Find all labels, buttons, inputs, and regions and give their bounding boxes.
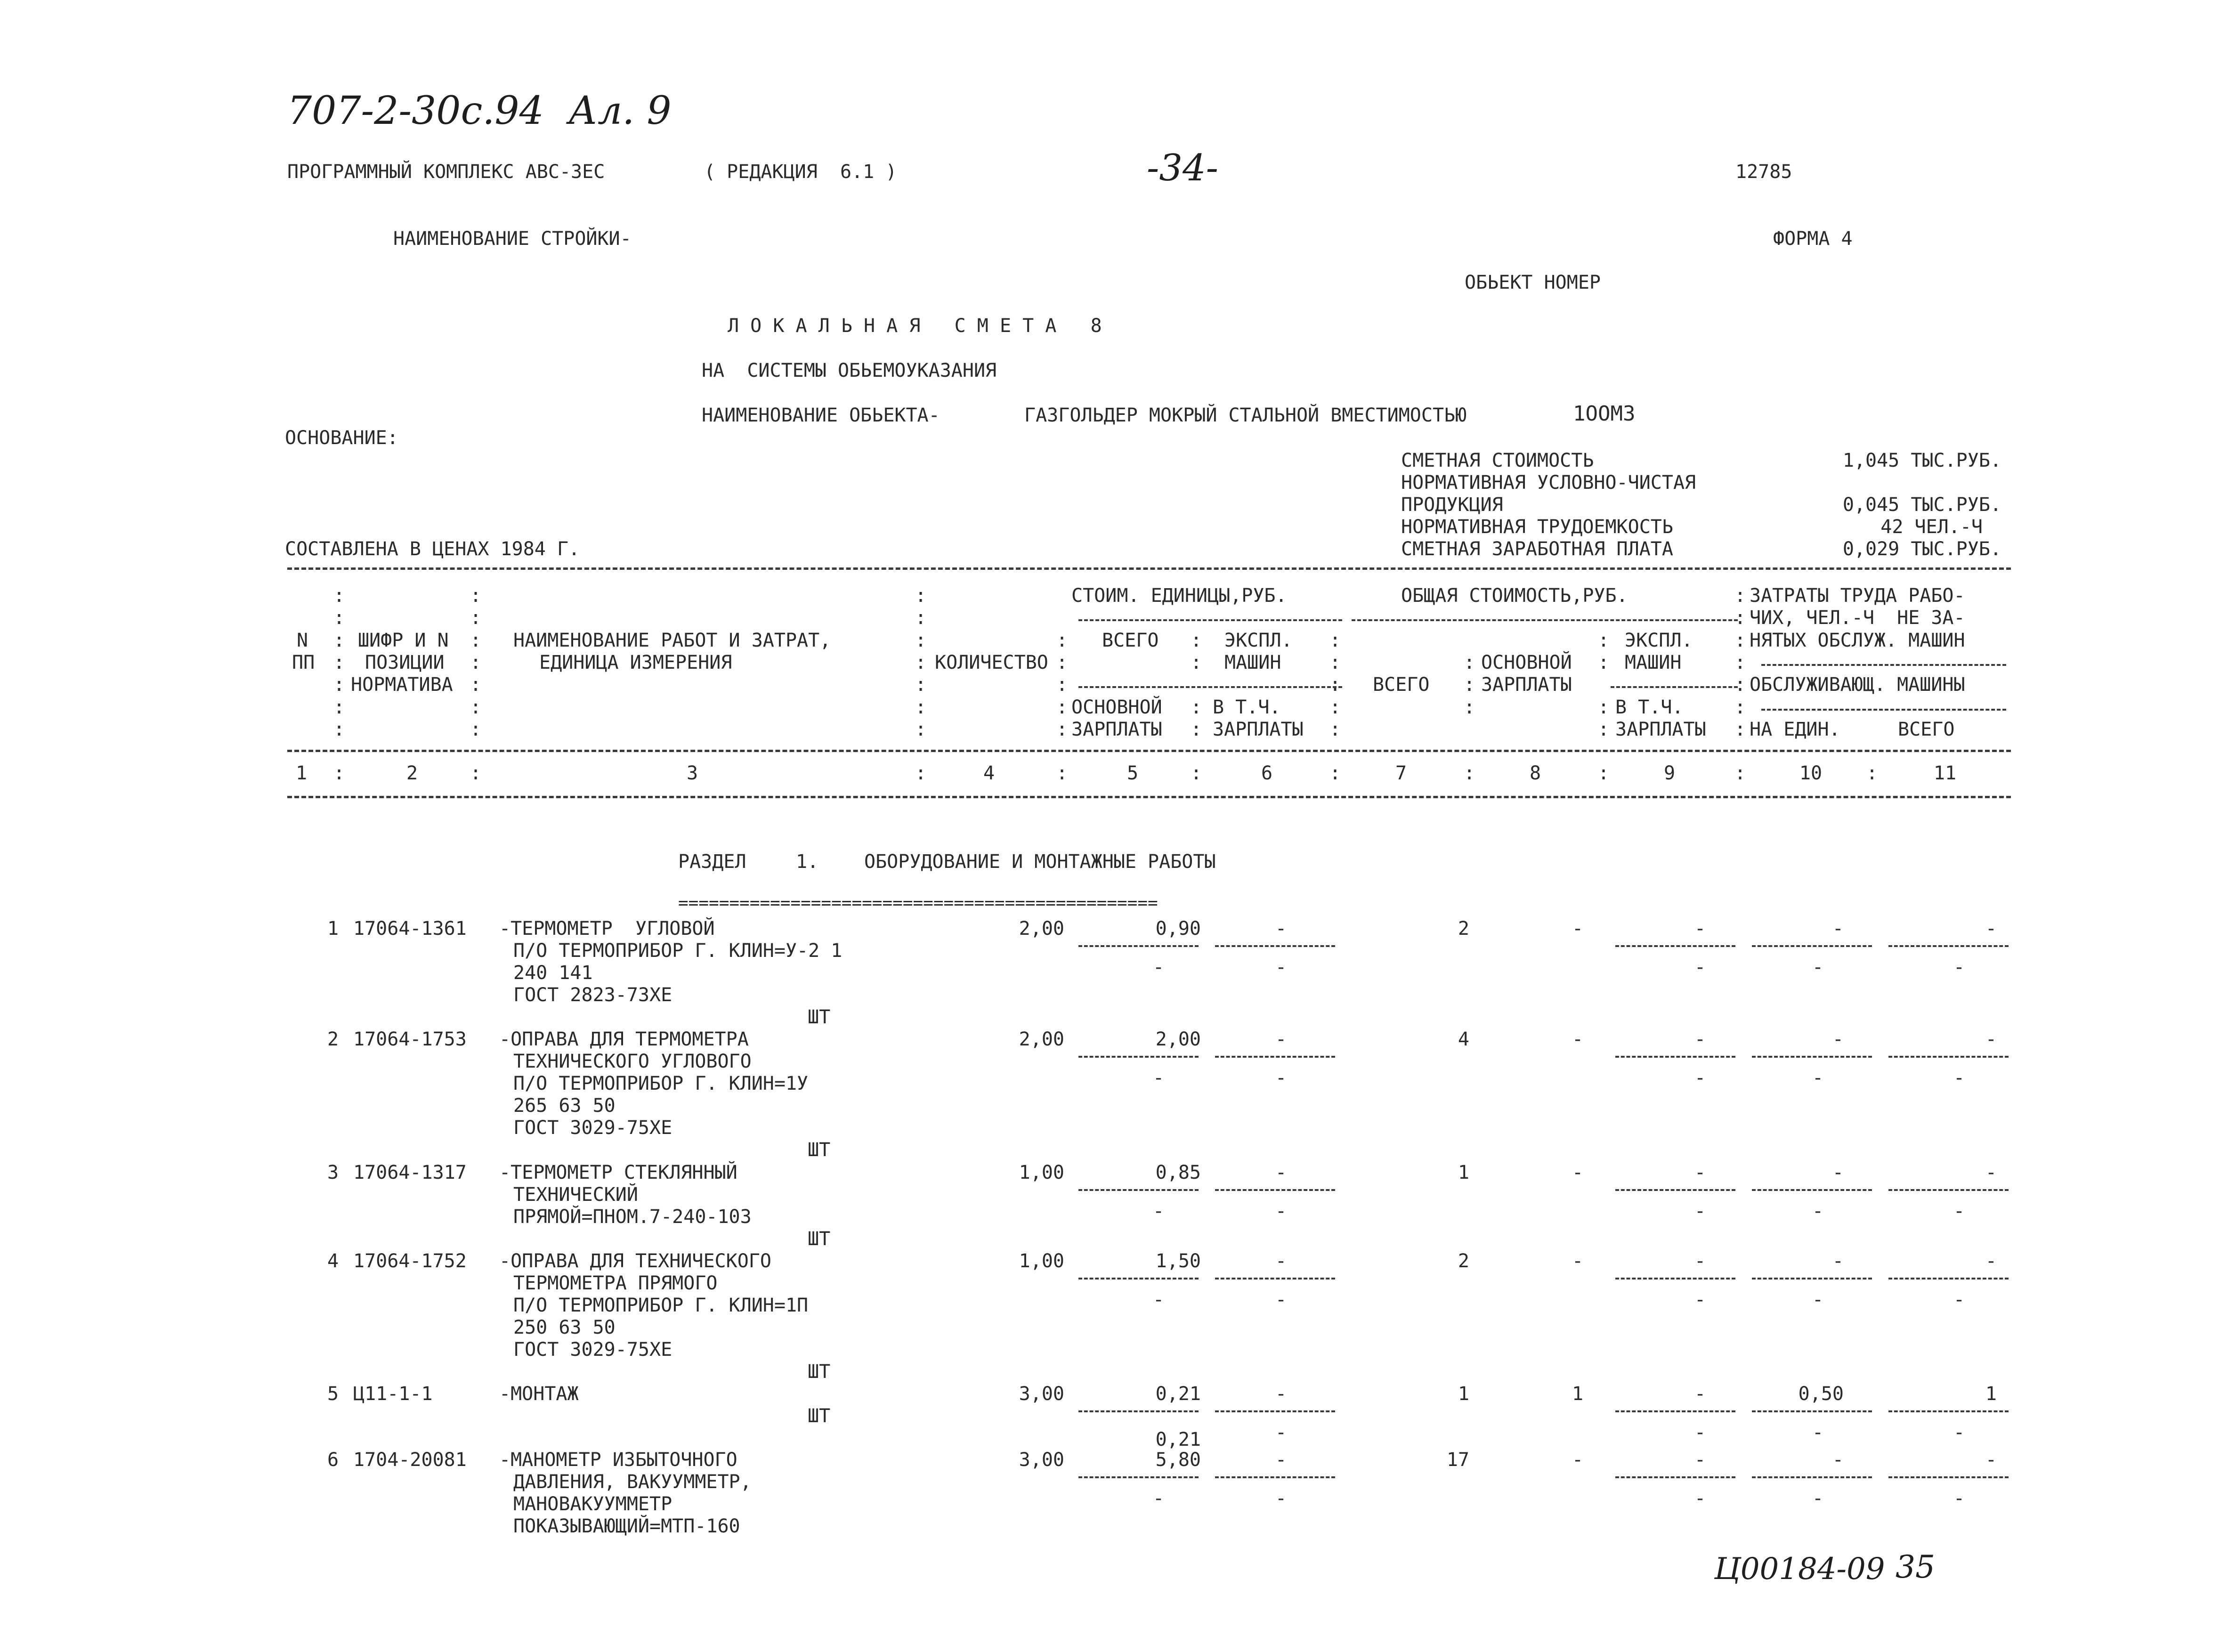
row-description-line: МАНОВАКУУММЕТР [513, 1493, 672, 1515]
colon-separator: : [915, 696, 927, 718]
row-unit-base-wage: - [1152, 956, 1165, 978]
row-description-line: ДАВЛЕНИЯ, ВАКУУММЕТР, [513, 1471, 752, 1493]
summary-value-1: 1,045 ТЫС.РУБ. [1842, 450, 2001, 471]
summary-value-3: 0,045 ТЫС.РУБ. [1842, 494, 2001, 516]
row-code: 17064-1752 [353, 1250, 467, 1272]
row-number: 3 [327, 1162, 339, 1183]
row-unit-price: 0,85 [1155, 1162, 1201, 1183]
program-name: ПРОГРАММНЫЙ КОМПЛЕКС АВС-ЗЕС [287, 161, 605, 183]
row-labor-unit-2: - [1812, 1289, 1824, 1311]
colon-separator: : [333, 585, 345, 607]
row-description-line: ГОСТ 2823-73ХЕ [513, 984, 672, 1006]
row-underline [1888, 1410, 2009, 1412]
colon-separator: : [915, 630, 927, 651]
header-unit-cost: СТОИМ. ЕДИНИЦЫ,РУБ. [1071, 585, 1287, 607]
row-description-line: -ТЕРМОМЕТР СТЕКЛЯННЫЙ [499, 1162, 737, 1183]
row-description-line: ГОСТ 3029-75ХЕ [513, 1117, 672, 1139]
colon-separator: : [333, 652, 345, 673]
row-incl-wage: - [1694, 1488, 1706, 1509]
colon-separator: : [333, 674, 345, 696]
row-underline [1615, 1189, 1735, 1191]
estimate-title: Л О К А Л Ь Н А Я С М Е Т А 8 [728, 315, 1102, 337]
row-description-line: 265 63 50 [513, 1095, 616, 1117]
archive-stamp: Ц00184-09 [1714, 1552, 1885, 1587]
row-unit-exploitation: - [1275, 918, 1287, 939]
row-unit: ШТ [808, 1405, 831, 1427]
row-unit: ШТ [808, 1139, 831, 1161]
row-underline [1215, 1476, 1335, 1478]
construction-label: НАИМЕНОВАНИЕ СТРОЙКИ- [393, 228, 632, 250]
header-total-incl-2: ЗАРПЛАТЫ [1615, 719, 1706, 740]
row-total-exploitation: - [1694, 918, 1706, 939]
header-rule-unit-mid [1078, 686, 1342, 688]
document-code: 707-2-30с.94 Ал. 9 [287, 89, 672, 133]
row-labor-per-unit: - [1832, 1449, 1844, 1471]
column-number: 5 [1126, 762, 1139, 784]
row-labor-per-unit: - [1832, 918, 1844, 939]
colon-separator: : [1190, 630, 1202, 651]
row-labor-total-2: - [1953, 956, 1965, 978]
colon-separator: : [1056, 762, 1068, 784]
row-underline [1078, 1476, 1199, 1478]
row-labor-total: - [1985, 918, 1997, 939]
row-unit-price: 2,00 [1155, 1028, 1201, 1050]
row-unit-base-wage: - [1152, 1488, 1165, 1509]
header-total-all: ВСЕГО [1373, 674, 1430, 696]
colon-separator: : [1056, 652, 1068, 673]
row-total: 2 [1458, 918, 1469, 939]
header-labor-3: НЯТЫХ ОБСЛУЖ. МАШИН [1750, 630, 1965, 651]
colon-separator: : [915, 607, 927, 629]
header-unit-incl-1: В Т.Ч. [1213, 696, 1281, 718]
colon-separator: : [1597, 652, 1610, 673]
row-quantity: 2,00 [1019, 1028, 1064, 1050]
colon-separator: : [915, 719, 927, 740]
row-labor-total-2: - [1953, 1289, 1965, 1311]
estimate-subtitle: НА СИСТЕМЫ ОБЬЕМОУКАЗАНИЯ [702, 360, 997, 381]
row-unit: ШТ [808, 1006, 831, 1028]
object-number-label: ОБЬЕКТ НОМЕР [1465, 272, 1601, 293]
row-labor-unit-2: - [1812, 1488, 1824, 1509]
header-total-cost: ОБЩАЯ СТОИМОСТЬ,РУБ. [1401, 585, 1628, 607]
colon-separator: : [915, 585, 927, 607]
row-description-line: ПОКАЗЫВАЮЩИЙ=МТП-160 [513, 1515, 740, 1537]
row-underline [1215, 1278, 1335, 1279]
row-underline [1215, 1410, 1335, 1412]
colon-separator: : [1190, 719, 1202, 740]
row-base-wage: - [1572, 1250, 1584, 1272]
colon-separator: : [333, 762, 345, 784]
row-labor-total-2: - [1953, 1200, 1965, 1222]
colon-separator: : [1463, 652, 1475, 673]
colon-separator: : [915, 762, 927, 784]
row-labor-total-2: - [1953, 1422, 1965, 1443]
row-base-wage: - [1572, 1028, 1584, 1050]
colon-separator: : [333, 630, 345, 651]
row-description-line: 240 141 [513, 962, 593, 984]
row-description-line: ПРЯМОЙ=ПНОМ.7-240-103 [513, 1206, 752, 1228]
colon-separator: : [333, 719, 345, 740]
row-total: 1 [1458, 1383, 1469, 1405]
row-underline [1752, 1278, 1872, 1279]
object-name-label: НАИМЕНОВАНИЕ ОБЬЕКТА- [702, 405, 940, 426]
colon-separator: : [1463, 762, 1475, 784]
row-quantity: 1,00 [1019, 1250, 1064, 1272]
colon-separator: : [1597, 762, 1610, 784]
row-base-wage: 1 [1572, 1383, 1584, 1405]
column-number: 10 [1799, 762, 1823, 784]
row-base-wage: - [1572, 918, 1584, 939]
row-number: 4 [327, 1250, 339, 1272]
row-unit-exploitation: - [1275, 1250, 1287, 1272]
colon-separator: : [1597, 630, 1610, 651]
row-unit-base-wage: - [1152, 1067, 1165, 1089]
column-number: 3 [686, 762, 698, 784]
row-underline [1078, 1056, 1199, 1058]
section-number: 1. [796, 851, 819, 873]
row-quantity: 1,00 [1019, 1162, 1064, 1183]
row-underline [1615, 945, 1735, 947]
program-edition: ( РЕДАКЦИЯ 6.1 ) [704, 161, 897, 183]
row-base-wage: - [1572, 1162, 1584, 1183]
row-unit-incl-wage: - [1275, 1200, 1287, 1222]
row-description-line: -ОПРАВА ДЛЯ ТЕРМОМЕТРА [499, 1028, 749, 1050]
colon-separator: : [1866, 762, 1878, 784]
colon-separator: : [1734, 607, 1746, 629]
section-underline: =============================================== [678, 893, 1158, 913]
row-description-line: ГОСТ 3029-75ХЕ [513, 1339, 672, 1360]
row-labor-total: - [1985, 1162, 1997, 1183]
header-name-1: НАИМЕНОВАНИЕ РАБОТ И ЗАТРАТ, [513, 630, 831, 651]
column-number: 8 [1529, 762, 1541, 784]
colon-separator: : [1329, 652, 1341, 673]
row-unit-incl-wage: - [1275, 1422, 1287, 1443]
header-total-exp-1: ЭКСПЛ. [1625, 630, 1693, 651]
summary-label-3: ПРОДУКЦИЯ [1401, 494, 1503, 516]
row-description-line: ТЕРМОМЕТРА ПРЯМОГО [513, 1272, 718, 1294]
row-labor-total: 1 [1985, 1383, 1997, 1405]
colon-separator: : [470, 607, 482, 629]
row-number: 6 [327, 1449, 339, 1471]
header-unit-incl-2: ЗАРПЛАТЫ [1213, 719, 1304, 740]
colon-separator: : [470, 585, 482, 607]
sheet-number: 35 [1896, 1549, 1935, 1585]
colon-separator: : [1056, 719, 1068, 740]
summary-value-5: 0,029 ТЫС.РУБ. [1842, 538, 2001, 560]
row-underline [1888, 1056, 2009, 1058]
header-rule-top [287, 567, 2011, 570]
colon-separator: : [1056, 696, 1068, 718]
row-underline [1752, 945, 1872, 947]
column-number: 1 [295, 762, 308, 784]
header-labor-1: ЗАТРАТЫ ТРУДА РАБО- [1750, 585, 1965, 607]
row-labor-total: - [1985, 1250, 1997, 1272]
row-underline [1752, 1476, 1872, 1478]
row-underline [1888, 1476, 2009, 1478]
row-code: Ц11-1-1 [353, 1383, 433, 1405]
colon-separator: : [1190, 762, 1202, 784]
section-label: РАЗДЕЛ [678, 851, 746, 873]
colon-separator: : [1056, 674, 1068, 696]
row-unit-price: 1,50 [1155, 1250, 1201, 1272]
colon-separator: : [1734, 652, 1746, 673]
colon-separator: : [470, 674, 482, 696]
colon-separator: : [470, 719, 482, 740]
colon-separator: : [915, 652, 927, 673]
colon-separator: : [1329, 719, 1341, 740]
summary-label-1: СМЕТНАЯ СТОИМОСТЬ [1401, 450, 1594, 471]
row-description-line: -МОНТАЖ [499, 1383, 579, 1405]
row-underline [1078, 1278, 1199, 1279]
row-incl-wage: - [1694, 956, 1706, 978]
section-title: ОБОРУДОВАНИЕ И МОНТАЖНЫЕ РАБОТЫ [864, 851, 1216, 873]
header-rule-labor-2 [1761, 709, 2006, 711]
row-total-exploitation: - [1694, 1383, 1706, 1405]
row-quantity: 3,00 [1019, 1449, 1064, 1471]
row-underline [1215, 1189, 1335, 1191]
object-volume: 1ООМЗ [1573, 402, 1636, 426]
row-code: 1704-20081 [353, 1449, 467, 1471]
row-description-line: -МАНОМЕТР ИЗБЫТОЧНОГО [499, 1449, 737, 1471]
row-labor-per-unit: 0,50 [1798, 1383, 1844, 1405]
row-total: 1 [1458, 1162, 1469, 1183]
row-unit-price: 0,90 [1155, 918, 1201, 939]
row-number: 5 [327, 1383, 339, 1405]
row-underline [1752, 1189, 1872, 1191]
row-description-line: -ОПРАВА ДЛЯ ТЕХНИЧЕСКОГО [499, 1250, 771, 1272]
row-unit-base-wage: 0,21 [1155, 1429, 1201, 1450]
header-quantity: КОЛИЧЕСТВО [935, 652, 1048, 673]
header-labor-5: НА ЕДИН. [1750, 719, 1840, 740]
row-underline [1078, 1410, 1199, 1412]
colon-separator: : [333, 696, 345, 718]
colon-separator: : [1329, 630, 1341, 651]
colon-separator: : [333, 607, 345, 629]
column-number: 11 [1933, 762, 1957, 784]
header-total-exp-2: МАШИН [1625, 652, 1682, 673]
header-rule-bottom [287, 796, 2011, 798]
page-number: -34- [1147, 147, 1218, 189]
row-description-line: -ТЕРМОМЕТР УГЛОВОЙ [499, 918, 715, 939]
colon-separator: : [1734, 630, 1746, 651]
row-underline [1615, 1410, 1735, 1412]
row-unit-base-wage: - [1152, 1289, 1165, 1311]
row-labor-total-2: - [1953, 1067, 1965, 1089]
colon-separator: : [915, 674, 927, 696]
row-unit-exploitation: - [1275, 1383, 1287, 1405]
colon-separator: : [1597, 719, 1610, 740]
colon-separator: : [1734, 762, 1746, 784]
row-code: 17064-1361 [353, 918, 467, 939]
colon-separator: : [470, 696, 482, 718]
row-underline [1615, 1056, 1735, 1058]
row-labor-per-unit: - [1832, 1028, 1844, 1050]
row-labor-unit-2: - [1812, 1067, 1824, 1089]
row-underline [1888, 1278, 2009, 1279]
colon-separator: : [1329, 674, 1341, 696]
header-rule-unit [1078, 619, 1342, 621]
row-underline [1215, 1056, 1335, 1058]
row-labor-unit-2: - [1812, 956, 1824, 978]
row-labor-per-unit: - [1832, 1162, 1844, 1183]
row-incl-wage: - [1694, 1067, 1706, 1089]
row-underline [1078, 1189, 1199, 1191]
row-total: 17 [1446, 1449, 1469, 1471]
header-labor-6: ВСЕГО [1898, 719, 1955, 740]
row-unit: ШТ [808, 1228, 831, 1250]
colon-separator: : [1734, 719, 1746, 740]
row-description-line: П/О ТЕРМОПРИБОР Г. КЛИН=1У [513, 1073, 809, 1094]
colon-separator: : [1463, 696, 1475, 718]
row-underline [1615, 1476, 1735, 1478]
row-labor-total: - [1985, 1028, 1997, 1050]
row-underline [1752, 1410, 1872, 1412]
row-description-line: ТЕХНИЧЕСКИЙ [513, 1184, 638, 1206]
header-total-incl-1: В Т.Ч. [1615, 696, 1684, 718]
header-unit-total: ВСЕГО [1102, 630, 1159, 651]
row-incl-wage: - [1694, 1289, 1706, 1311]
column-number: 6 [1261, 762, 1273, 784]
row-quantity: 2,00 [1019, 918, 1064, 939]
row-labor-unit-2: - [1812, 1200, 1824, 1222]
row-labor-per-unit: - [1832, 1250, 1844, 1272]
row-description-line: 250 63 50 [513, 1317, 616, 1338]
header-rule-mid [287, 750, 2011, 752]
row-unit-incl-wage: - [1275, 1488, 1287, 1509]
row-unit-exploitation: - [1275, 1162, 1287, 1183]
row-base-wage: - [1572, 1449, 1584, 1471]
colon-separator: : [470, 630, 482, 651]
row-total: 2 [1458, 1250, 1469, 1272]
row-total-exploitation: - [1694, 1449, 1706, 1471]
header-total-base-1: ОСНОВНОЙ [1481, 652, 1572, 673]
row-unit: ШТ [808, 1361, 831, 1383]
colon-separator: : [1734, 585, 1746, 607]
column-number: 9 [1663, 762, 1676, 784]
row-description-line: П/О ТЕРМОПРИБОР Г. КЛИН=У-2 1 [513, 940, 843, 962]
summary-label-2: НОРМАТИВНАЯ УСЛОВНО-ЧИСТАЯ [1401, 472, 1696, 494]
row-unit-incl-wage: - [1275, 956, 1287, 978]
row-total-exploitation: - [1694, 1250, 1706, 1272]
colon-separator: : [1190, 652, 1202, 673]
row-total: 4 [1458, 1028, 1469, 1050]
header-rule-exp [1611, 686, 1738, 688]
header-code-3: НОРМАТИВА [351, 674, 453, 696]
colon-separator: : [1329, 762, 1341, 784]
colon-separator: : [1734, 696, 1746, 718]
header-unit-base-1: ОСНОВНОЙ [1071, 696, 1162, 718]
summary-value-4: 42 ЧЕЛ.-Ч [1880, 516, 1983, 538]
colon-separator: : [1329, 696, 1341, 718]
row-unit-incl-wage: - [1275, 1067, 1287, 1089]
row-underline [1615, 1278, 1735, 1279]
row-unit-incl-wage: - [1275, 1289, 1287, 1311]
header-n: N [297, 630, 308, 651]
row-underline [1078, 945, 1199, 947]
header-code-1: ШИФР И N [358, 630, 449, 651]
row-unit-exploitation: - [1275, 1449, 1287, 1471]
colon-separator: : [1190, 696, 1202, 718]
row-underline [1215, 945, 1335, 947]
row-description-line: П/О ТЕРМОПРИБОР Г. КЛИН=1П [513, 1295, 809, 1316]
summary-label-5: СМЕТНАЯ ЗАРАБОТНАЯ ПЛАТА [1401, 538, 1673, 560]
colon-separator: : [1597, 696, 1610, 718]
header-unit-base-2: ЗАРПЛАТЫ [1071, 719, 1162, 740]
row-unit-price: 0,21 [1155, 1383, 1201, 1405]
header-unit-exp-2: МАШИН [1224, 652, 1281, 673]
column-number: 2 [406, 762, 418, 784]
row-labor-total-2: - [1953, 1488, 1965, 1509]
row-labor-unit-2: - [1812, 1422, 1824, 1443]
header-labor-4: ОБСЛУЖИВАЮЩ. МАШИНЫ [1750, 674, 1965, 696]
column-number: 7 [1395, 762, 1407, 784]
row-total-exploitation: - [1694, 1162, 1706, 1183]
row-unit-price: 5,80 [1155, 1449, 1201, 1471]
colon-separator: : [1463, 674, 1475, 696]
header-total-base-2: ЗАРПЛАТЫ [1481, 674, 1572, 696]
row-unit-base-wage: - [1152, 1200, 1165, 1222]
prices-basis: СОСТАВЛЕНА В ЦЕНАХ 1984 Г. [285, 538, 580, 560]
row-underline [1888, 1189, 2009, 1191]
header-pp: ПП [292, 652, 315, 673]
row-description-line: ТЕХНИЧЕСКОГО УГЛОВОГО [513, 1051, 752, 1072]
row-unit-exploitation: - [1275, 1028, 1287, 1050]
row-underline [1752, 1056, 1872, 1058]
header-code-2: ПОЗИЦИИ [365, 652, 445, 673]
basis-label: ОСНОВАНИЕ: [285, 427, 398, 449]
row-quantity: 3,00 [1019, 1383, 1064, 1405]
column-number: 4 [983, 762, 995, 784]
row-number: 2 [327, 1028, 339, 1050]
colon-separator: : [470, 652, 482, 673]
form-label: ФОРМА 4 [1773, 228, 1853, 250]
colon-separator: : [1734, 674, 1746, 696]
header-rule-total [1352, 619, 1738, 621]
row-labor-total: - [1985, 1449, 1997, 1471]
header-name-2: ЕДИНИЦА ИЗМЕРЕНИЯ [539, 652, 732, 673]
row-incl-wage: - [1694, 1200, 1706, 1222]
header-rule-labor-1 [1761, 664, 2006, 666]
object-name: ГАЗГОЛЬДЕР МОКРЫЙ СТАЛЬНОЙ ВМЕСТИМОСТЬЮ [1024, 405, 1467, 426]
row-underline [1888, 945, 2009, 947]
summary-label-4: НОРМАТИВНАЯ ТРУДОЕМКОСТЬ [1401, 516, 1673, 538]
document-code-number: 12785 [1735, 161, 1792, 183]
row-incl-wage: - [1694, 1422, 1706, 1443]
row-code: 17064-1317 [353, 1162, 467, 1183]
row-total-exploitation: - [1694, 1028, 1706, 1050]
row-number: 1 [327, 918, 339, 939]
colon-separator: : [470, 762, 482, 784]
header-labor-2: ЧИХ, ЧЕЛ.-Ч НЕ ЗА- [1750, 607, 1965, 629]
colon-separator: : [1056, 630, 1068, 651]
header-unit-exp-1: ЭКСПЛ. [1224, 630, 1293, 651]
row-code: 17064-1753 [353, 1028, 467, 1050]
